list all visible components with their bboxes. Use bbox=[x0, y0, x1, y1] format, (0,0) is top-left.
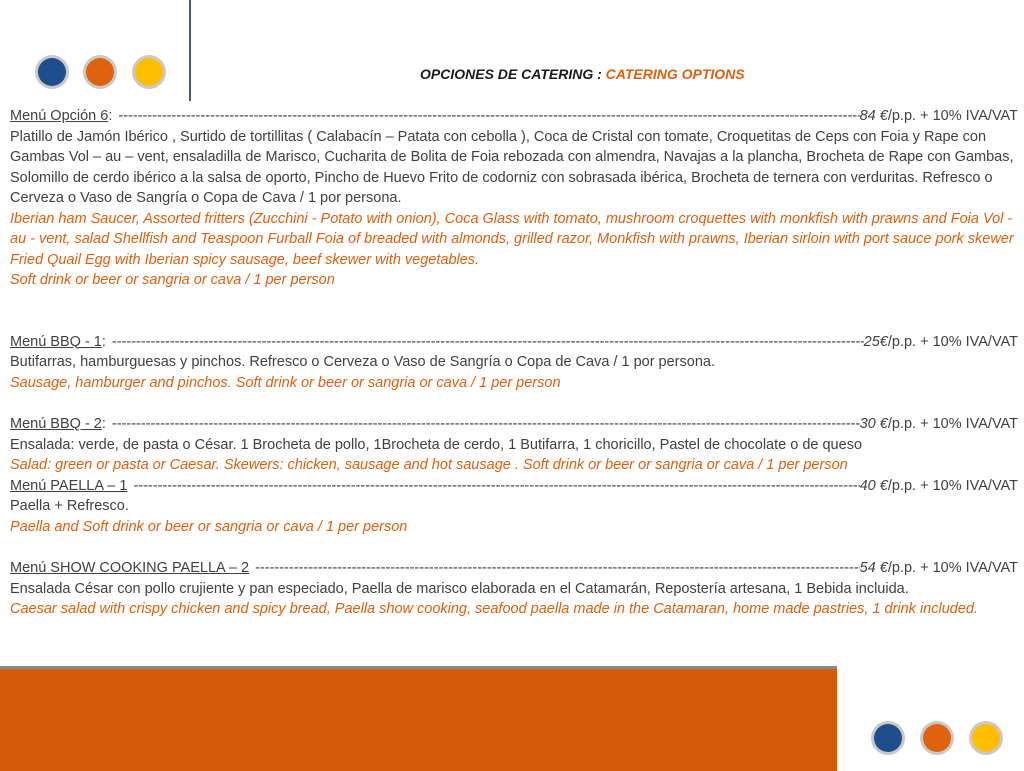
menu-price-suffix: /p.p. + 10% IVA/VAT bbox=[887, 108, 1018, 124]
dotted-leader bbox=[106, 332, 864, 353]
menu-price-amount: 84 € bbox=[859, 108, 888, 124]
menu-name-sep: : bbox=[101, 333, 106, 350]
title-spanish: OPCIONES DE CATERING : bbox=[420, 66, 606, 82]
page-title bbox=[420, 66, 745, 82]
dotted-leader bbox=[249, 558, 860, 579]
menu-list bbox=[10, 106, 1018, 620]
menu-name: Menú BBQ - 2 bbox=[10, 416, 102, 432]
menu-description-en: Iberian ham Saucer, Assorted fritters (Zucchini - Potato with onion), Coca Glass with tomato, mushroom croquettes with monkfish with prawns and Foia Vol - au - vent, salad Shellfish and Teaspoon Furball Foia of breaded with almonds, grilled razor, Monkfish with prawns, Iberian sirloin with port sauce pork skewer Fried Quail Egg with Iberian spicy sausage, beef skewer with vegetables. bbox=[10, 210, 1014, 268]
footer-blue-dot-icon bbox=[874, 724, 902, 752]
menu-description-en: Sausage, hamburger and pinchos. Soft drink or beer or sangria or cava / 1 per person bbox=[10, 374, 561, 391]
menu-price bbox=[864, 332, 1018, 353]
menu-price bbox=[860, 106, 1018, 127]
footer-yellow-dot-icon bbox=[972, 724, 1000, 752]
menu-description-en: Paella and Soft drink or beer or sangria or cava / 1 per person bbox=[10, 518, 408, 535]
menu-name-sep: : bbox=[108, 108, 113, 124]
footer-orange-block bbox=[0, 666, 837, 771]
menu-name: Menú PAELLA – 1 bbox=[10, 477, 128, 494]
menu-header-opcion-6 bbox=[10, 106, 1018, 127]
menu-price-amount: 30 € bbox=[859, 416, 888, 432]
yellow-dot-icon bbox=[135, 58, 163, 86]
menu-description-en: Caesar salad with crispy chicken and spicy bread, Paella show cooking, seafood paella made in the Catamaran, home made pastries, 1 drink included. bbox=[10, 601, 979, 617]
menu-description-es: Ensalada César con pollo crujiente y pan especiado, Paella de marisco elaborada en el Catamarán, Repostería artesana, 1 Bebida incluida. bbox=[10, 580, 909, 597]
menu-name: Menú BBQ - 1 bbox=[10, 333, 102, 350]
menu-header-bbq-2 bbox=[10, 414, 1018, 435]
menu-description-en: Salad: green or pasta or Caesar. Skewers: chicken, sausage and hot sausage . Soft drink or beer or sangria or cava / 1 per person bbox=[10, 457, 848, 473]
menu-description-es: Paella + Refresco. bbox=[10, 498, 129, 514]
menu-description-es: Platillo de Jamón Ibérico , Surtido de tortillitas ( Calabacín – Patata con cebolla ), Coca de Cristal con tomate, Croquetitas de Ceps con Foia y Rape con Gambas Vol – au – vent, ensaladilla de Marisco, Cucharita de Bolita de Foia rebozada con almendra, Navajas a la plancha, Brocheta de Rape con Gambas, Solomillo de cerdo ibérico a la salsa de oporto, Pincho de Huevo Frito de codorniz con sobrasada ibérica, Brocheta de ternera con verduritas. Refresco o Cerveza o Vaso de Sangría o Copa de Cava / 1 por persona. bbox=[10, 128, 1014, 206]
menu-name: Menú Opción 6 bbox=[10, 108, 109, 124]
menu-price bbox=[860, 558, 1018, 579]
orange-dot-icon bbox=[86, 58, 114, 86]
blue-dot-icon bbox=[38, 58, 66, 86]
menu-description-es: Ensalada: verde, de pasta o César. 1 Brocheta de pollo, 1Brocheta de cerdo, 1 Butifarra, 1 choricillo, Pastel de chocolate o de queso bbox=[10, 436, 863, 453]
menu-description-es: Butifarras, hamburguesas y pinchos. Refresco o Cerveza o Vaso de Sangría o Copa de Cava / 1 por persona. bbox=[10, 354, 715, 370]
menu-price-suffix: /p.p. + 10% IVA/VAT bbox=[887, 333, 1018, 350]
menu-price-suffix: /p.p. + 10% IVA/VAT bbox=[887, 416, 1018, 432]
menu-header-bbq-1 bbox=[10, 332, 1018, 353]
menu-price bbox=[860, 414, 1018, 435]
footer-orange-dot-icon bbox=[923, 724, 951, 752]
menu-price bbox=[860, 476, 1018, 497]
dotted-leader bbox=[106, 414, 860, 435]
title-english: CATERING OPTIONS bbox=[605, 66, 745, 82]
menu-price-amount: 25€ bbox=[863, 333, 888, 350]
menu-price-suffix: /p.p. + 10% IVA/VAT bbox=[887, 560, 1018, 576]
menu-name-sep: : bbox=[101, 416, 106, 432]
menu-header-show-cooking-paella-2 bbox=[10, 558, 1018, 579]
menu-price-suffix: /p.p. + 10% IVA/VAT bbox=[887, 477, 1018, 494]
header-divider bbox=[189, 0, 191, 101]
menu-drink-en: Soft drink or beer or sangria or cava / 1 per person bbox=[10, 272, 335, 288]
menu-price-amount: 54 € bbox=[859, 560, 888, 576]
menu-header-paella-1 bbox=[10, 476, 1018, 497]
menu-name: Menú SHOW COOKING PAELLA – 2 bbox=[10, 560, 250, 576]
dotted-leader bbox=[127, 476, 859, 497]
dotted-leader bbox=[112, 106, 859, 127]
menu-price-amount: 40 € bbox=[859, 477, 888, 494]
